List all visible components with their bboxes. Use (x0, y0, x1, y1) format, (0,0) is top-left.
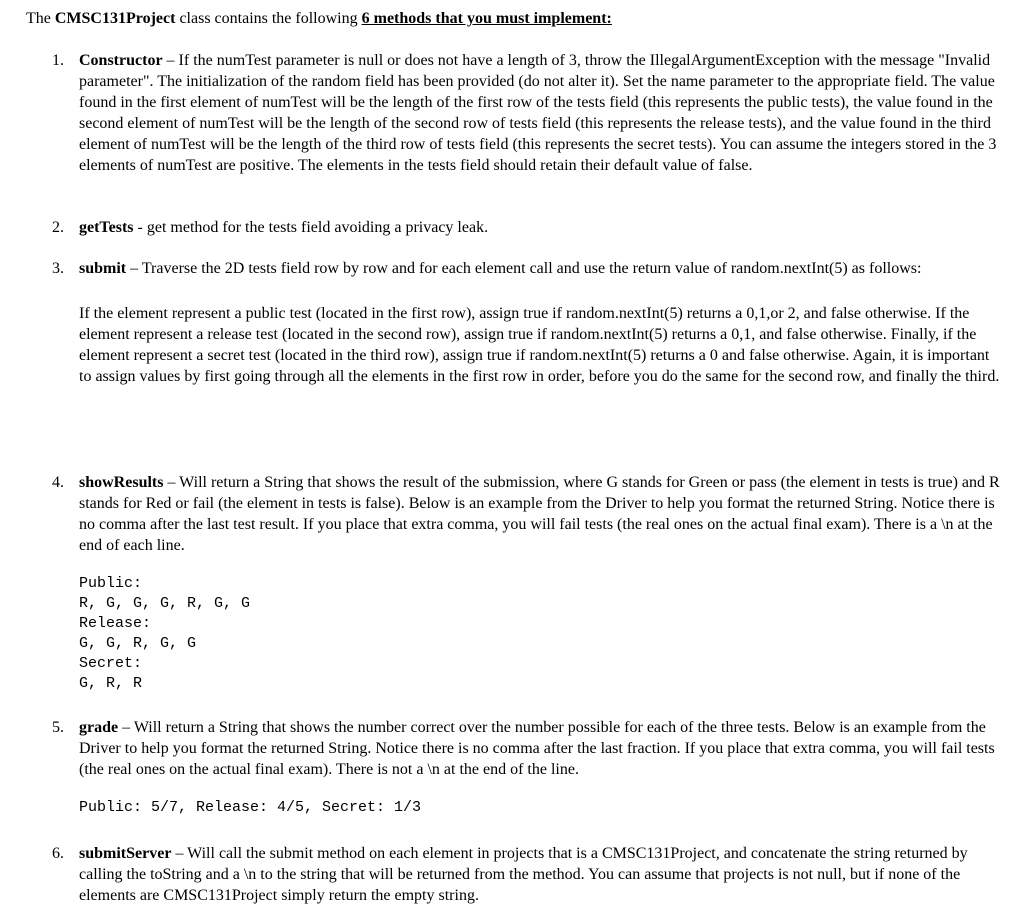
item-text: – Will call the submit method on each element in projects that is a CMSC131Project, and concatenate the string returned by calling the toString and a \n to the string that will be returned from the method. You can assume that projects is not null, but if none of the elements are CMSC131Project simply return the empty string. (79, 845, 968, 904)
class-name: CMSC131Project (54, 10, 176, 27)
item-description (79, 258, 1004, 279)
code-line: G, G, R, G, G (79, 635, 197, 652)
example-output-block (79, 574, 1004, 694)
item-title: submitServer (79, 845, 172, 862)
item-title: Constructor (79, 52, 163, 69)
code-line: Release: (79, 615, 152, 632)
item-text: – Traverse the 2D tests field row by row and for each element call and use the return value of random.nextInt(5) as follows: (126, 260, 922, 277)
item-number: 1. (52, 52, 64, 69)
intro-middle: class contains the following (175, 10, 362, 27)
item-title: grade (79, 719, 119, 736)
item-description (79, 50, 1004, 176)
item-text: – Will return a String that shows the result of the submission, where G stands for Green or pass (the element in tests is true) and R stands for Red or fail (the element in tests is false). Below is an example from the Driver to help you format the returned String. Notice there is no comma after the last test result. If you place that extra comma, you will fail tests (the real ones on the actual final exam). There is a \n at the end of each line. (79, 474, 1000, 554)
item-number: 4. (52, 474, 64, 491)
item-title: getTests (79, 219, 134, 236)
item-number: 5. (52, 719, 64, 736)
item-description (79, 717, 1004, 780)
code-line: Secret: (79, 655, 143, 672)
item-text: – If the numTest parameter is null or does not have a length of 3, throw the IllegalArgumentException with the message "Invalid parameter". The initialization of the random field has been provided (do not alter it). Set the name parameter to the appropriate field. The value found in the first element of numTest will be the length of the first row of the tests field (this represents the public tests), the value found in the second element of numTest will be the length of the second row of tests field (this represents the release tests), and the value found in the third element of numTest will be the length of the third row of tests field (this represents the secret tests). You can assume the integers stored in the 3 elements of numTest are positive. The elements in the tests field should retain their default value of false. (79, 52, 997, 174)
item-number: 3. (52, 260, 64, 277)
intro-prefix: The (26, 10, 55, 27)
item-number: 2. (52, 219, 64, 236)
item-text: - get method for the tests field avoiding a privacy leak. (133, 219, 489, 236)
grade-example-line: Public: 5/7, Release: 4/5, Secret: 1/3 (79, 799, 422, 816)
item-paragraph-2: If the element represent a public test (located in the first row), assign true if random.nextInt(5) returns a 0,1,or 2, and false otherwise. If the element represent a release test (located in the second row), assign true if random.nextInt(5) returns a 0,1, and false otherwise. Finally, if the element represent a secret test (located in the third row), assign true if random.nextInt(5) returns a 0 and false otherwise. Again, it is important to assign values by first going through all the elements in the first row in order, before you do the same for the second row, and finally the third. (79, 305, 1000, 385)
methods-heading: 6 methods that you must implement: (361, 10, 612, 27)
item-title: showResults (79, 474, 164, 491)
code-line: G, R, R (79, 675, 143, 692)
item-description (79, 217, 1004, 238)
code-line: Public: (79, 575, 143, 592)
item-title: submit (79, 260, 127, 277)
item-number: 6. (52, 845, 64, 862)
intro-line (26, 8, 612, 29)
item-text: – Will return a String that shows the number correct over the number possible for each of the three tests. Below is an example from the Driver to help you format the returned String. Notice there is no comma after the last fraction. If you place that extra comma, you will fail tests (the real ones on the actual final exam). There is not a \n at the end of the line. (79, 719, 995, 778)
item-description (79, 843, 1004, 906)
code-line: R, G, G, G, R, G, G (79, 595, 251, 612)
item-description (79, 472, 1004, 556)
